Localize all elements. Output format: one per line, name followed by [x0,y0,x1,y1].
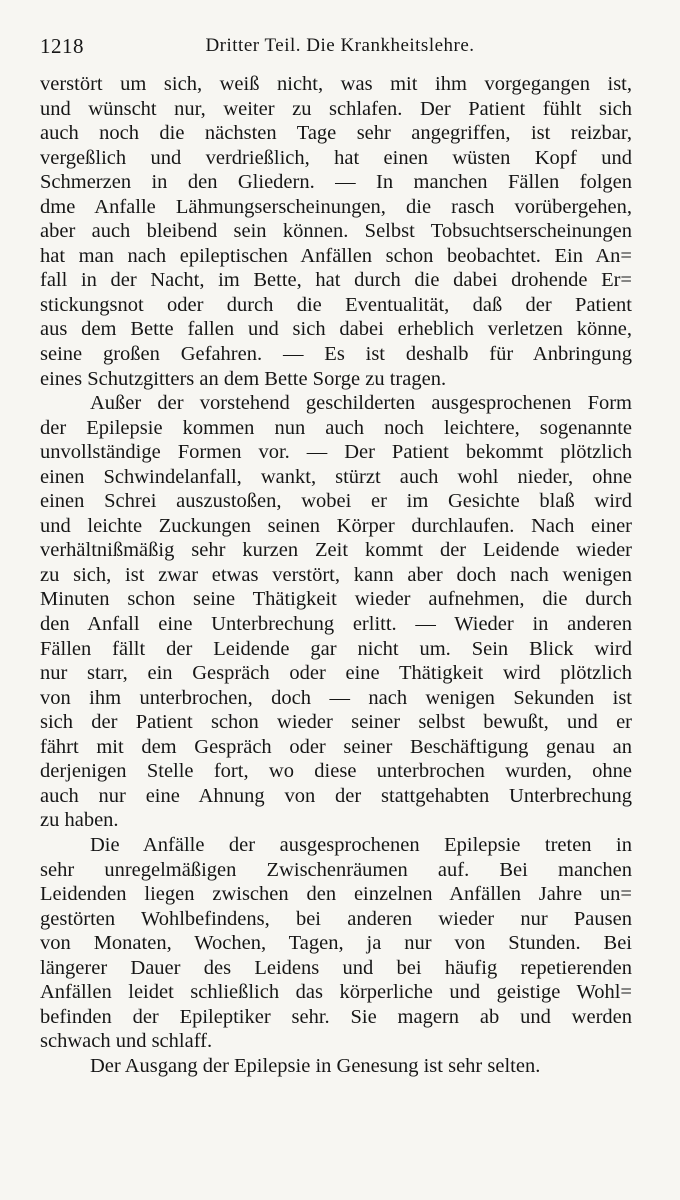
text-line: unvollständige Formen vor. — Der Patient bekommt plötzlich [40,441,632,464]
paragraph [40,833,632,1054]
text-line: Anfällen leidet schließlich das körperliche und geistige Wohl= [40,981,632,1004]
text-line: einen Schrei auszustoßen, wobei er im Gesichte blaß wird [40,490,632,513]
text-line: vergeßlich und verdrießlich, hat einen wüsten Kopf und [40,146,632,169]
text-line: gestörten Wohlbefindens, bei anderen wieder nur Pausen [40,907,632,930]
text-line: von Monaten, Wochen, Tagen, ja nur von Stunden. Bei [40,932,632,955]
text-line: verhältnißmäßig sehr kurzen Zeit kommt der Leidende wieder [40,539,632,562]
text-line: von ihm unterbrochen, doch — nach wenigen Sekunden ist [40,686,632,709]
text-line: Schmerzen in den Gliedern. — In manchen Fällen folgen [40,171,632,194]
text-line: derjenigen Stelle fort, wo diese unterbrochen wurden, ohne [40,760,632,783]
text-line: einen Schwindelanfall, wankt, stürzt auch wohl nieder, ohne [40,465,632,488]
text-line: Minuten schon seine Thätigkeit wieder aufnehmen, die durch [40,588,632,611]
text-line: Außer der vorstehend geschilderten ausgesprochenen Form [90,392,632,415]
text-line: Leidenden liegen zwischen den einzelnen Anfällen Jahre un= [40,883,632,906]
text-line: zu haben. [40,809,119,832]
text-line: den Anfall eine Unterbrechung erlitt. — Wieder in anderen [40,613,632,636]
text-line: und wünscht nur, weiter zu schlafen. Der Patient fühlt sich [40,97,632,120]
text-line: seine großen Gefahren. — Es ist deshalb für Anbringung [40,343,632,366]
text-line: stickungsnot oder durch die Eventualität, daß der Patient [40,293,632,316]
text-line: fall in der Nacht, im Bette, hat durch die dabei drohende Er= [40,269,632,292]
text-line: zu sich, ist zwar etwas verstört, kann aber doch nach wenigen [40,563,632,586]
text-line: aber auch bleibend sein können. Selbst Tobsuchtserscheinungen [40,220,632,243]
text-line: sehr unregelmäßigen Zwischenräumen auf. Bei manchen [40,858,632,881]
text-line: aus dem Bette fallen und sich dabei erheblich verletzen könne, [40,318,632,341]
paragraph [40,72,632,391]
text-line: nur starr, ein Gespräch oder eine Thätigkeit wird plötzlich [40,662,632,685]
text-line: befinden der Epileptiker sehr. Sie magern ab und werden [40,1005,632,1028]
text-line: Die Anfälle der ausgesprochenen Epilepsie treten in [90,833,632,856]
body-text [40,72,632,1078]
running-head: Dritter Teil. Die Krankheitslehre. [205,35,475,56]
text-line: hat man nach epileptischen Anfällen schon beobachtet. Ein An= [40,244,632,267]
paragraph [40,391,632,833]
text-line: fährt mit dem Gespräch oder seiner Beschäftigung genau an [40,735,632,758]
text-line: auch nur eine Ahnung von der stattgehabten Unterbrechung [40,784,632,807]
text-line: längerer Dauer des Leidens und bei häufig repetierenden [40,956,632,979]
text-line: schwach und schlaff. [40,1030,213,1053]
text-line: sich der Patient schon wieder seiner selbst bewußt, und er [40,711,632,734]
text-line: verstört um sich, weiß nicht, was mit ihm vorgegangen ist, [40,73,632,95]
text-line: auch noch die nächsten Tage sehr angegriffen, ist reizbar, [40,122,632,145]
paragraph [40,1054,632,1079]
text-line: Der Ausgang der Epilepsie in Genesung ist sehr selten. [90,1054,541,1077]
page-header [40,34,640,58]
text-line: Fällen fällt der Leidende gar nicht um. Sein Blick wird [40,637,632,660]
text-line: dme Anfalle Lähmungserscheinungen, die rasch vorübergehen, [40,195,632,218]
text-line: der Epilepsie kommen nun auch noch leichtere, sogenannte [40,416,632,439]
page-number: 1218 [40,34,84,58]
text-line: und leichte Zuckungen seinen Körper durchlaufen. Nach einer [40,514,632,537]
text-line: eines Schutzgitters an dem Bette Sorge zu tragen. [40,367,447,390]
